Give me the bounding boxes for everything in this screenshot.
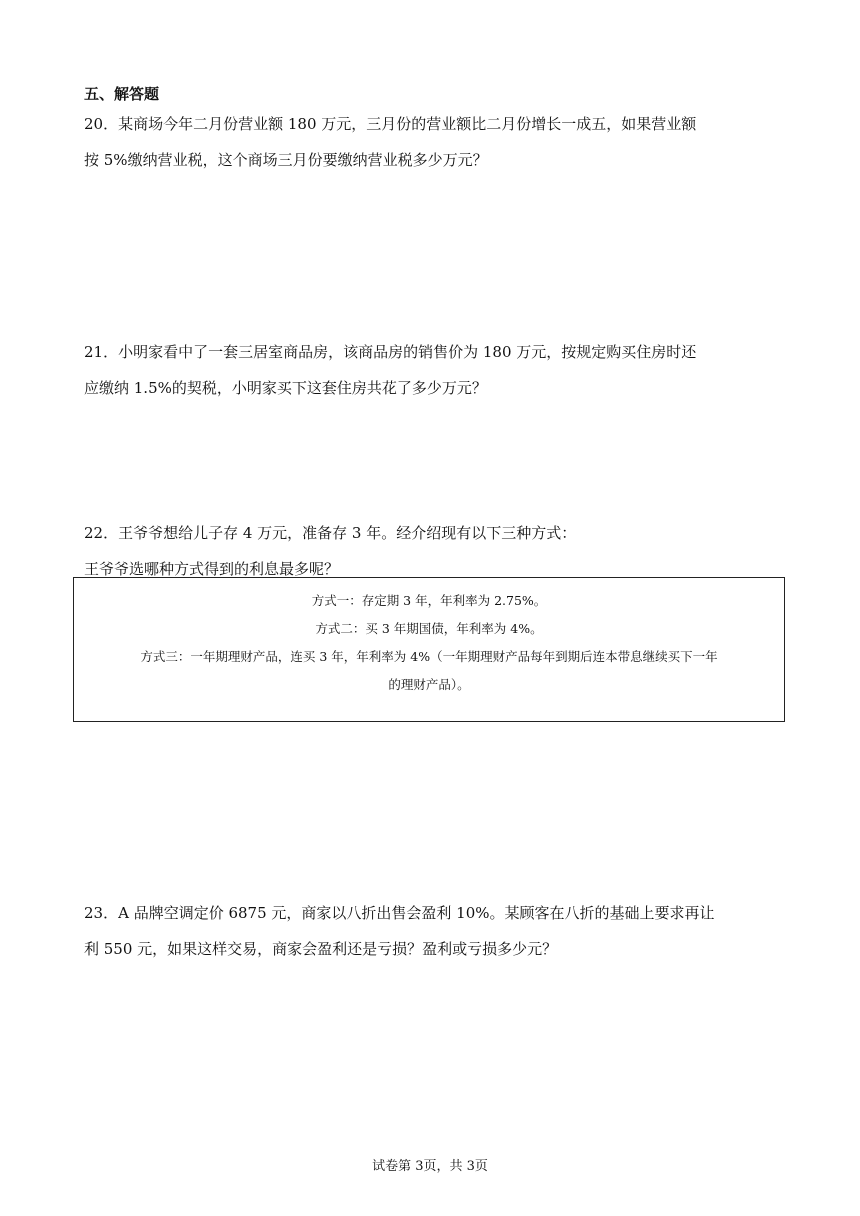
option-1: 方式一：存定期 3 年，年利率为 2.75%。 [311,593,547,608]
question-20-line-2: 按 5%缴纳营业税，这个商场三月份要缴纳营业税多少万元？ [84,151,488,169]
question-21-line-1: 21．小明家看中了一套三居室商品房，该商品房的销售价为 180 万元，按规定购买住房时还 [84,343,697,361]
question-22-line-2: 王爷爷选哪种方式得到的利息最多呢？ [84,560,340,578]
section-title: 五、解答题 [84,85,160,103]
question-23-line-2: 利 550 元，如果这样交易，商家会盈利还是亏损？盈利或亏损多少元？ [84,940,558,958]
page-footer: 试卷第 3页，共 3页 [372,1159,488,1174]
question-21 [84,334,784,406]
question-23-line-1: 23．A 品牌空调定价 6875 元，商家以八折出售会盈利 10%。某顾客在八折的基础上要求再让 [84,904,715,922]
question-23 [84,895,784,967]
options-box [73,577,785,722]
question-20 [84,106,784,178]
question-20-line-1: 20．某商场今年二月份营业额 180 万元，三月份的营业额比二月份增长一成五，如果营业额 [84,115,697,133]
option-3: 方式三：一年期理财产品，连买 3 年，年利率为 4%（一年期理财产品每年到期后连本带息继续买下一年 [140,649,718,664]
question-21-line-2: 应缴纳 1.5%的契税，小明家买下这套住房共花了多少万元？ [84,379,487,397]
option-2: 方式二：买 3 年期国债，年利率为 4%。 [315,621,543,636]
option-3-continued: 的理财产品）。 [388,677,470,692]
question-22-line-1: 22．王爷爷想给儿子存 4 万元，准备存 3 年。经介绍现有以下三种方式： [84,524,577,542]
